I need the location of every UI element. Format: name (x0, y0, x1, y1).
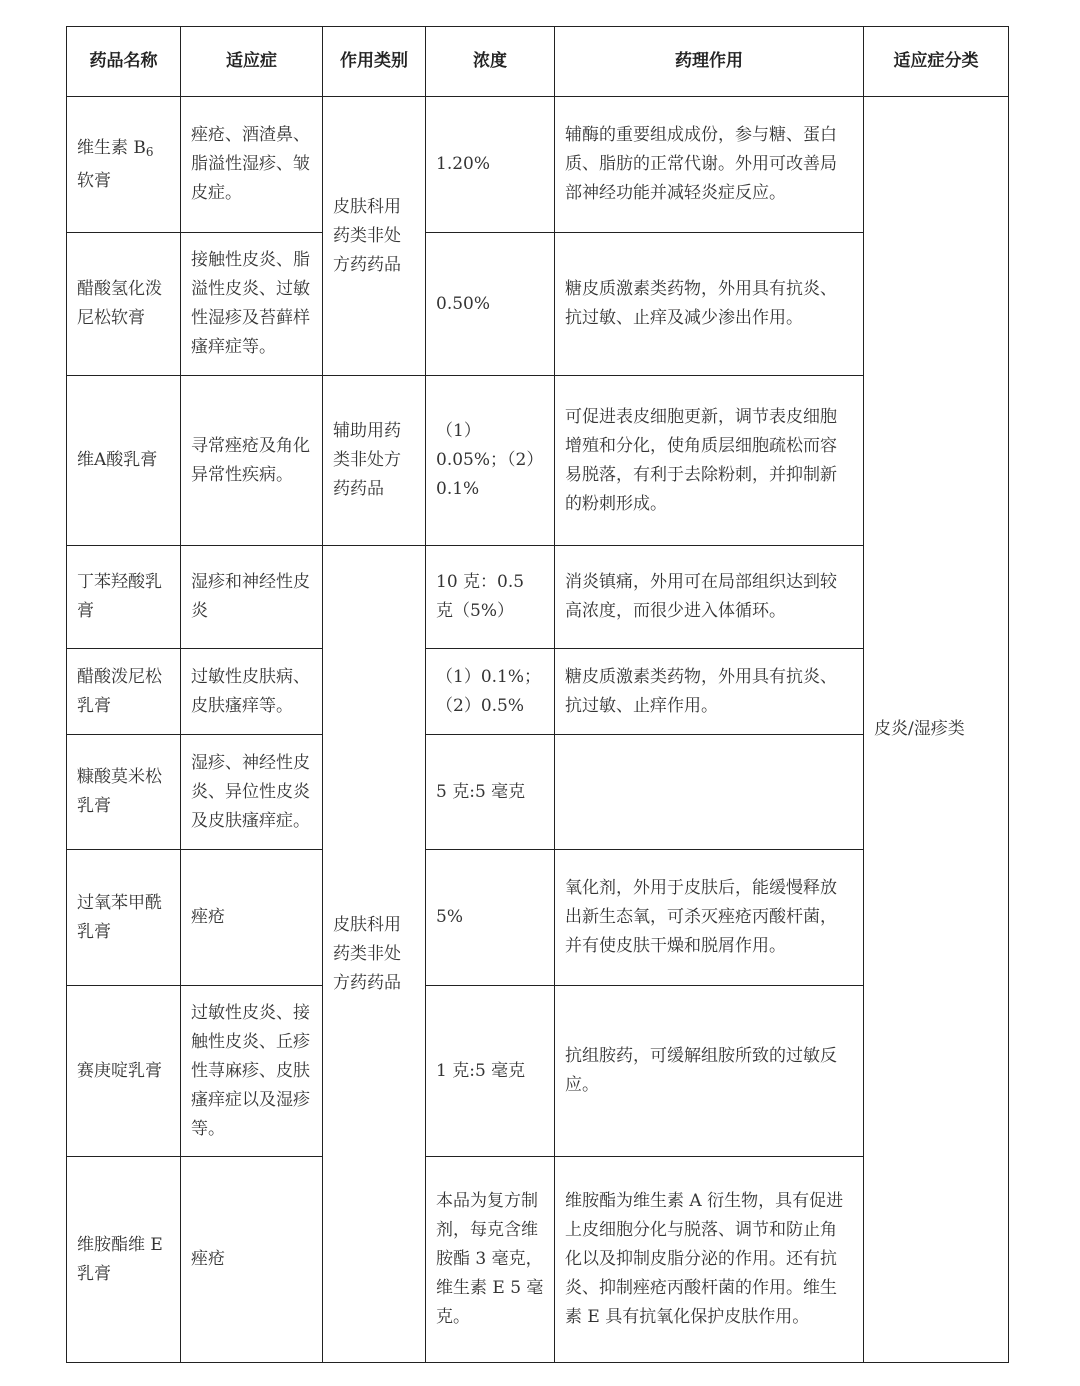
concentration-cell: 5% (426, 850, 555, 986)
drug-table (66, 26, 1009, 1363)
drug-name-cell: 维A酸乳膏 (67, 376, 181, 546)
concentration-cell: 1 克:5 毫克 (426, 986, 555, 1157)
header-classification: 适应症分类 (864, 27, 1009, 97)
indication-cell: 痤疮、酒渣鼻、脂溢性湿疹、皱皮症。 (181, 97, 323, 233)
drug-name-cell: 醋酸泼尼松乳膏 (67, 649, 181, 735)
header-category: 作用类别 (323, 27, 426, 97)
drug-name-cell (67, 97, 181, 233)
pharmacology-cell: 可促进表皮细胞更新，调节表皮细胞增殖和分化，使角质层细胞疏松而容易脱落，有利于去除粉刺，并抑制新的粉刺形成。 (555, 376, 864, 546)
concentration-cell: 5 克:5 毫克 (426, 735, 555, 850)
header-row (67, 27, 1009, 97)
concentration-cell: 本品为复方制剂，每克含维胺酯 3 毫克，维生素 E 5 毫克。 (426, 1157, 555, 1363)
drug-name-cell: 糠酸莫米松乳膏 (67, 735, 181, 850)
indication-cell: 过敏性皮肤病、皮肤瘙痒等。 (181, 649, 323, 735)
drug-name-cell: 醋酸氢化泼尼松软膏 (67, 233, 181, 376)
classification-cell: 皮炎/湿疹类 (864, 97, 1009, 1363)
category-cell: 皮肤科用药类非处方药药品 (323, 97, 426, 376)
indication-cell: 湿疹、神经性皮炎、异位性皮炎及皮肤瘙痒症。 (181, 735, 323, 850)
concentration-cell: 1.20% (426, 97, 555, 233)
indication-cell: 寻常痤疮及角化异常性疾病。 (181, 376, 323, 546)
indication-cell: 痤疮 (181, 850, 323, 986)
concentration-cell: （1）0.05%；（2） 0.1% (426, 376, 555, 546)
pharmacology-cell: 消炎镇痛，外用可在局部组织达到较高浓度，而很少进入体循环。 (555, 546, 864, 649)
header-drug-name: 药品名称 (67, 27, 181, 97)
header-concentration: 浓度 (426, 27, 555, 97)
pharmacology-cell: 维胺酯为维生素 A 衍生物，具有促进上皮细胞分化与脱落、调节和防止角化以及抑制皮脂分泌的作用。还有抗炎、抑制痤疮丙酸杆菌的作用。维生素 E 具有抗氧化保护皮肤作用。 (555, 1157, 864, 1363)
indication-cell: 湿疹和神经性皮炎 (181, 546, 323, 649)
drug-name-cell: 维胺酯维 E 乳膏 (67, 1157, 181, 1363)
concentration-cell: 0.50% (426, 233, 555, 376)
drug-name-cell: 丁苯羟酸乳膏 (67, 546, 181, 649)
concentration-cell: （1）0.1%；（2）0.5% (426, 649, 555, 735)
drug-name-cell: 赛庚啶乳膏 (67, 986, 181, 1157)
drug-name-subscript: 6 (145, 144, 154, 159)
pharmacology-cell: 氧化剂，外用于皮肤后，能缓慢释放出新生态氧，可杀灭痤疮丙酸杆菌，并有使皮肤干燥和脱屑作用。 (555, 850, 864, 986)
indication-cell: 过敏性皮炎、接触性皮炎、丘疹性荨麻疹、皮肤瘙痒症以及湿疹等。 (181, 986, 323, 1157)
pharmacology-cell: 糖皮质激素类药物，外用具有抗炎、抗过敏、止痒及减少渗出作用。 (555, 233, 864, 376)
category-cell: 皮肤科用药类非处方药药品 (323, 546, 426, 1363)
drug-name-tail: 软膏 (77, 170, 111, 191)
table-row (67, 97, 1009, 233)
indication-cell: 接触性皮炎、脂溢性皮炎、过敏性湿疹及苔藓样瘙痒症等。 (181, 233, 323, 376)
pharmacology-cell: 辅酶的重要组成成份，参与糖、蛋白质、脂肪的正常代谢。外用可改善局部神经功能并减轻炎症反应。 (555, 97, 864, 233)
drug-name-cell: 过氧苯甲酰乳膏 (67, 850, 181, 986)
pharmacology-cell (555, 735, 864, 850)
header-pharmacology: 药理作用 (555, 27, 864, 97)
indication-cell: 痤疮 (181, 1157, 323, 1363)
drug-name: 维生素 B (77, 137, 146, 158)
category-cell: 辅助用药类非处方药药品 (323, 376, 426, 546)
concentration-cell: 10 克：0.5 克（5%） (426, 546, 555, 649)
pharmacology-cell: 抗组胺药，可缓解组胺所致的过敏反应。 (555, 986, 864, 1157)
header-indication: 适应症 (181, 27, 323, 97)
pharmacology-cell: 糖皮质激素类药物，外用具有抗炎、抗过敏、止痒作用。 (555, 649, 864, 735)
